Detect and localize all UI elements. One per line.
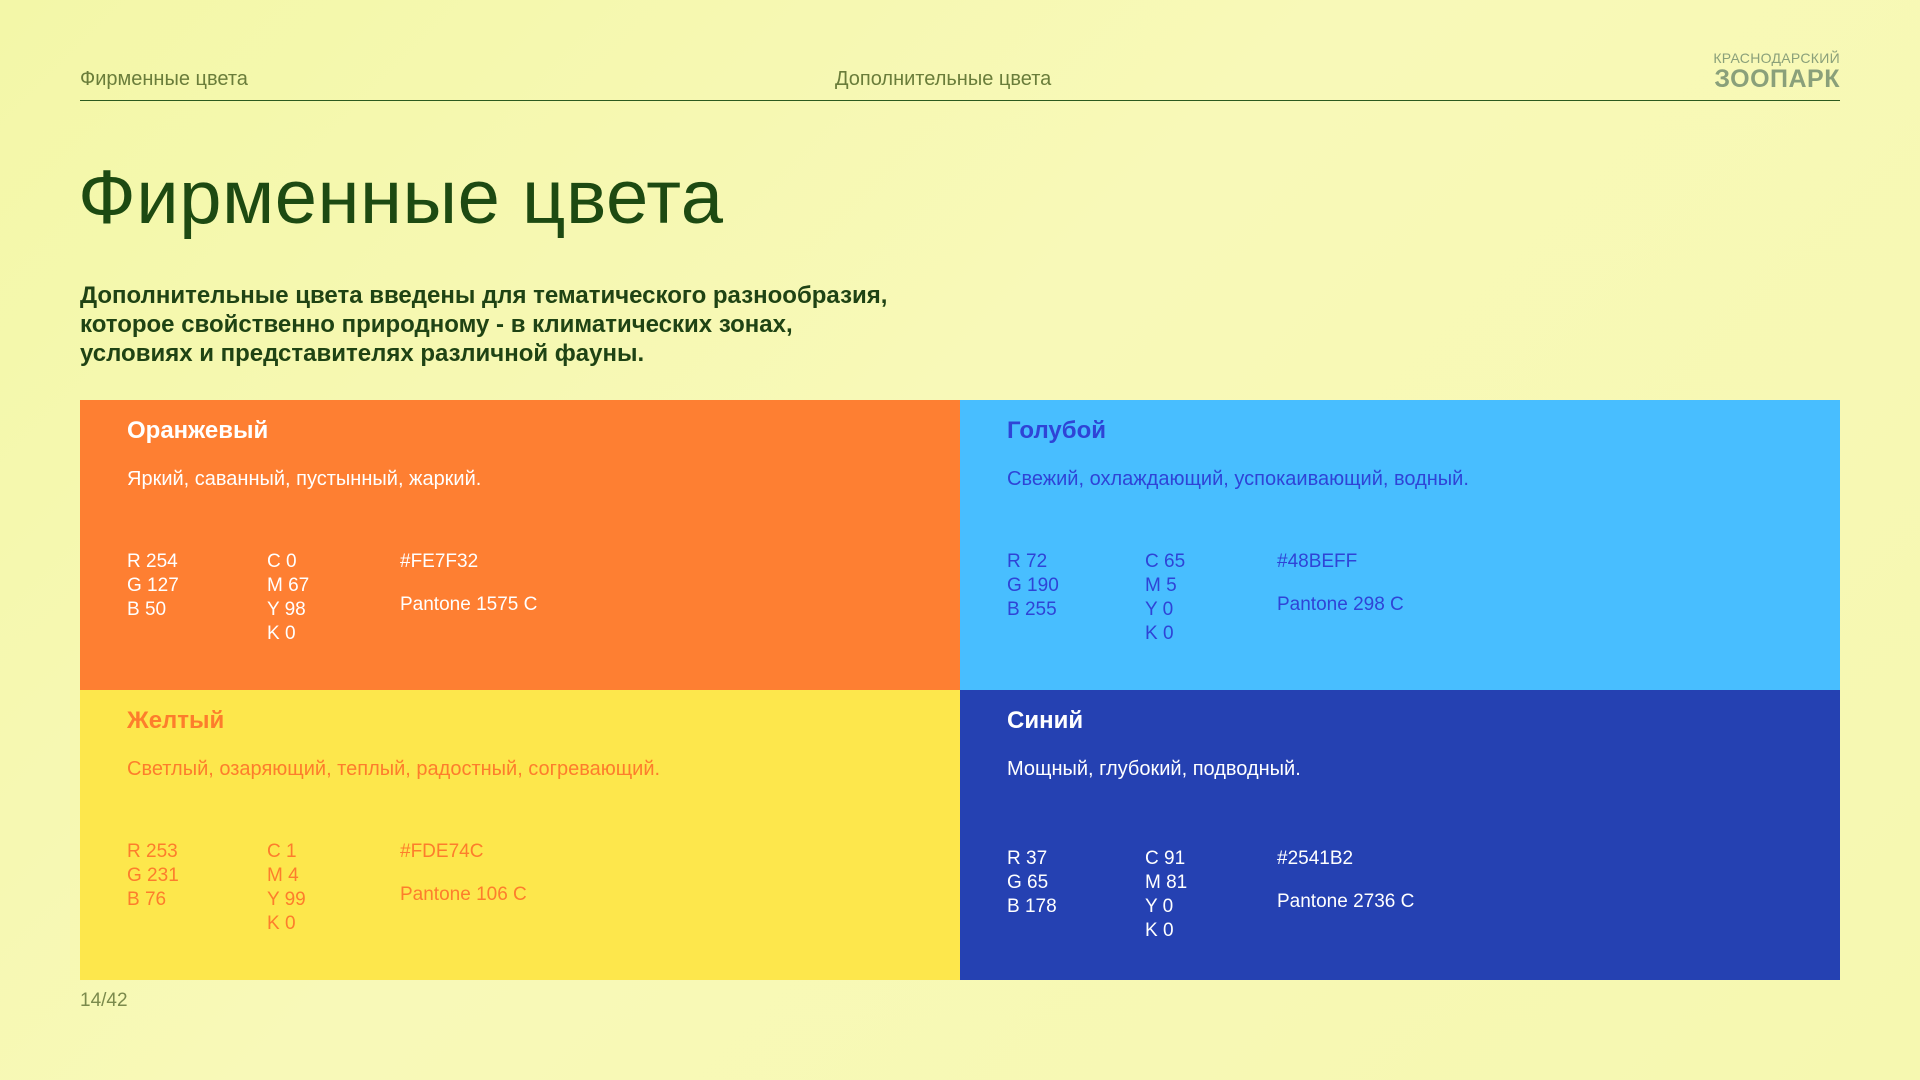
color-name: Голубой xyxy=(1007,417,1106,444)
rgb-value: B 76 xyxy=(127,889,167,910)
page-number: 14/42 xyxy=(80,990,128,1011)
logo-name: ЗООПАРК xyxy=(1714,65,1840,93)
cmyk-value: M 81 xyxy=(1145,872,1188,893)
color-card-blue xyxy=(960,690,1840,980)
cmyk-value: C 1 xyxy=(267,841,297,862)
rgb-values xyxy=(127,840,179,912)
pantone-value: Pantone 106 C xyxy=(400,884,527,905)
color-name: Желтый xyxy=(127,707,225,734)
rgb-value: R 254 xyxy=(127,551,178,572)
rgb-value: G 231 xyxy=(127,865,179,886)
cmyk-value: Y 0 xyxy=(1145,896,1174,917)
rgb-value: B 178 xyxy=(1007,896,1057,917)
pantone-value: Pantone 1575 C xyxy=(400,594,538,615)
pantone-value: Pantone 2736 C xyxy=(1277,891,1415,912)
zoo-logo xyxy=(1713,51,1840,92)
cmyk-value: K 0 xyxy=(1145,920,1174,941)
cmyk-value: C 91 xyxy=(1145,848,1186,869)
cmyk-value: C 0 xyxy=(267,551,297,572)
cmyk-values xyxy=(267,550,309,646)
cmyk-value: C 65 xyxy=(1145,551,1186,572)
hex-value: #FDE74C xyxy=(400,841,484,862)
color-description: Свежий, охлаждающий, успокаивающий, водный. xyxy=(1007,468,1469,490)
color-description: Светлый, озаряющий, теплый, радостный, согревающий. xyxy=(127,758,661,780)
intro-line: которое свойственно природному - в климатических зонах, xyxy=(80,311,793,338)
rgb-value: R 253 xyxy=(127,841,178,862)
rgb-value: G 65 xyxy=(1007,872,1049,893)
rgb-value: R 37 xyxy=(1007,848,1048,869)
cmyk-values xyxy=(267,840,306,936)
rgb-values xyxy=(127,550,179,622)
color-grid xyxy=(80,400,1840,980)
color-description: Яркий, саванный, пустынный, жаркий. xyxy=(127,468,482,490)
page-header xyxy=(80,50,1840,101)
cmyk-value: K 0 xyxy=(267,913,296,934)
rgb-values xyxy=(1007,847,1057,919)
cmyk-values xyxy=(1145,550,1185,646)
subsection-label: Дополнительные цвета xyxy=(835,68,1052,90)
rgb-value: G 190 xyxy=(1007,575,1059,596)
cmyk-value: K 0 xyxy=(1145,623,1174,644)
rgb-value: G 127 xyxy=(127,575,179,596)
hex-value: #2541B2 xyxy=(1277,848,1354,869)
color-card-light-blue xyxy=(960,400,1840,690)
cmyk-value: Y 0 xyxy=(1145,599,1174,620)
cmyk-value: Y 98 xyxy=(267,599,306,620)
cmyk-value: M 67 xyxy=(267,575,310,596)
color-card-yellow xyxy=(80,690,960,980)
cmyk-value: Y 99 xyxy=(267,889,306,910)
intro-text xyxy=(80,281,1000,368)
cmyk-value: M 4 xyxy=(267,865,299,886)
rgb-value: R 72 xyxy=(1007,551,1048,572)
color-name: Синий xyxy=(1007,707,1084,734)
rgb-values xyxy=(1007,550,1059,622)
rgb-value: B 255 xyxy=(1007,599,1057,620)
cmyk-value: K 0 xyxy=(267,623,296,644)
intro-line: условиях и представителях различной фауны. xyxy=(80,340,645,367)
section-label: Фирменные цвета xyxy=(80,68,248,90)
rgb-value: B 50 xyxy=(127,599,167,620)
page-title: Фирменные цвета xyxy=(78,155,724,240)
intro-line: Дополнительные цвета введены для тематического разнообразия, xyxy=(80,282,888,309)
color-description: Мощный, глубокий, подводный. xyxy=(1007,758,1301,780)
logo-city: КРАСНОДАРСКИЙ xyxy=(1713,50,1840,66)
hex-value: #FE7F32 xyxy=(400,551,479,572)
cmyk-values xyxy=(1145,847,1187,943)
color-card-orange xyxy=(80,400,960,690)
cmyk-value: M 5 xyxy=(1145,575,1177,596)
pantone-value: Pantone 298 C xyxy=(1277,594,1404,615)
color-name: Оранжевый xyxy=(127,417,269,444)
hex-value: #48BEFF xyxy=(1277,551,1358,572)
